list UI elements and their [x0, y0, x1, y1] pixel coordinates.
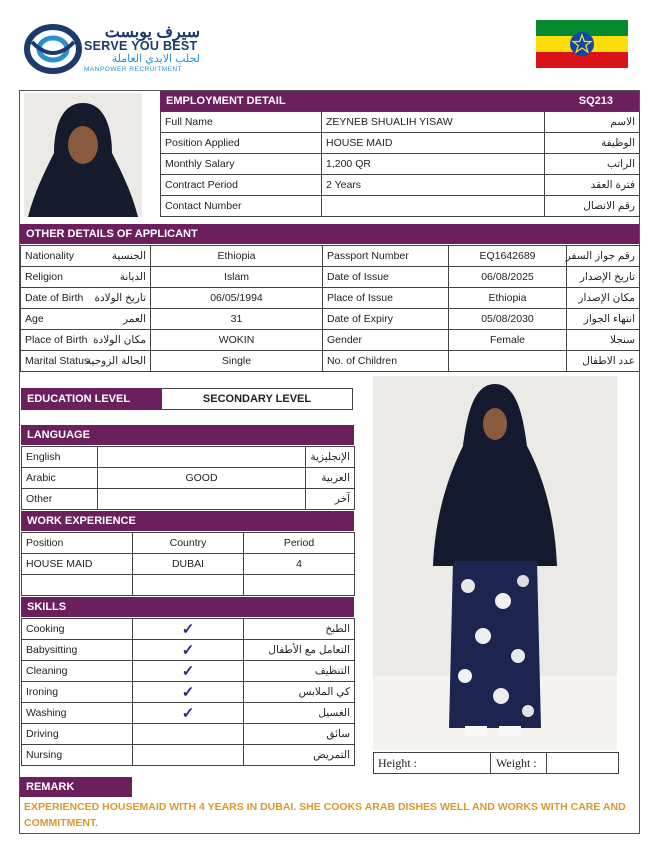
skill-label-ar: التعامل مع الأطفال — [244, 640, 355, 661]
field-label-ar: الإنجليزية — [306, 447, 355, 468]
work-title: WORK EXPERIENCE — [27, 515, 136, 527]
skill-label-ar: الغسيل — [244, 703, 355, 724]
field-value: 06/08/2025 — [449, 267, 567, 288]
field-value: WOKIN — [151, 330, 323, 351]
table-row — [161, 133, 640, 154]
field-label: Passport Number — [323, 246, 449, 267]
table-cell — [22, 575, 133, 596]
field-label-ar: تاريخ الولادة — [96, 288, 151, 309]
ethiopia-flag — [536, 20, 628, 68]
field-value: 1,200 QR — [322, 154, 545, 175]
table-row — [22, 724, 355, 745]
employment-title: EMPLOYMENT DETAIL — [166, 95, 286, 107]
field-value — [98, 447, 306, 468]
field-label: Marital Status — [21, 351, 96, 372]
full-body-photo — [373, 376, 617, 750]
remark-header — [20, 777, 132, 797]
field-value — [449, 351, 567, 372]
employment-ref: SQ213 — [578, 95, 613, 107]
field-label-ar: الراتب — [545, 154, 640, 175]
table-row — [161, 154, 640, 175]
field-label: No. of Children — [323, 351, 449, 372]
field-label: Arabic — [22, 468, 98, 489]
field-label-ar: مكان الإصدار — [567, 288, 640, 309]
table-row — [21, 267, 640, 288]
field-label-ar: مكان الولادة — [96, 330, 151, 351]
field-label-ar: الحالة الزوجية — [96, 351, 151, 372]
table-row — [161, 112, 640, 133]
field-label-ar: رقم الاتصال — [545, 196, 640, 217]
table-cell — [133, 575, 244, 596]
height-label: Height : — [378, 756, 417, 770]
checkmark-icon: ✓ — [133, 661, 244, 682]
field-label-ar: الوظيفة — [545, 133, 640, 154]
logo-arabic-sub: لجلب الايدي العاملة — [111, 53, 200, 65]
work-header — [21, 511, 354, 531]
field-value: HOUSE MAID — [322, 133, 545, 154]
skill-label: Washing — [22, 703, 133, 724]
field-label-ar: الجنسية — [96, 246, 151, 267]
skills-table — [21, 618, 355, 766]
education-value: SECONDARY LEVEL — [161, 388, 353, 410]
field-label: Age — [21, 309, 96, 330]
field-label-ar: رقم جواز السفر — [567, 246, 640, 267]
field-value: Female — [449, 330, 567, 351]
field-label: Monthly Salary — [161, 154, 322, 175]
skill-label-ar: التنظيف — [244, 661, 355, 682]
field-label: Contact Number — [161, 196, 322, 217]
company-logo — [24, 22, 204, 78]
checkmark-icon: ✓ — [133, 619, 244, 640]
full-body-image — [373, 376, 617, 750]
measurements-row — [373, 752, 619, 774]
table-row — [22, 661, 355, 682]
field-value — [98, 489, 306, 510]
field-value: Ethiopia — [449, 288, 567, 309]
skill-label: Nursing — [22, 745, 133, 766]
table-cell — [244, 575, 355, 596]
field-value: 05/08/2030 — [449, 309, 567, 330]
field-label: Date of Expiry — [323, 309, 449, 330]
checkmark-icon: ✓ — [133, 703, 244, 724]
skills-header — [21, 597, 354, 617]
field-value: GOOD — [98, 468, 306, 489]
table-row — [21, 288, 640, 309]
field-value: 2 Years — [322, 175, 545, 196]
skill-label-ar: التمريض — [244, 745, 355, 766]
weight-label: Weight : — [496, 756, 537, 770]
field-label-ar: الديانة — [96, 267, 151, 288]
logo-sub: MANPOWER RECRUITMENT — [84, 66, 183, 73]
skill-label: Ironing — [22, 682, 133, 703]
field-label: Gender — [323, 330, 449, 351]
field-label-ar: انتهاء الجواز — [567, 309, 640, 330]
table-row — [22, 703, 355, 724]
flag-icon — [536, 20, 628, 68]
work-table — [21, 532, 355, 596]
table-cell: HOUSE MAID — [22, 554, 133, 575]
field-label-ar: العمر — [96, 309, 151, 330]
field-label: Other — [22, 489, 98, 510]
field-label-ar: فترة العقد — [545, 175, 640, 196]
table-row — [22, 682, 355, 703]
logo-emblem-icon — [24, 22, 82, 76]
table-header-row — [22, 533, 355, 554]
table-cell: DUBAI — [133, 554, 244, 575]
table-row — [21, 309, 640, 330]
logo-name: SERVE YOU BEST — [84, 39, 198, 53]
field-label: Date of Issue — [323, 267, 449, 288]
checkmark-icon — [133, 745, 244, 766]
table-row — [21, 351, 640, 372]
column-header: Country — [133, 533, 244, 554]
weight-divider — [546, 753, 547, 773]
other-details-header — [20, 224, 639, 244]
field-label: Date of Birth — [21, 288, 96, 309]
field-label-ar: تاريخ الإصدار — [567, 267, 640, 288]
field-label: Nationality — [21, 246, 96, 267]
other-details-table — [20, 245, 640, 372]
table-row — [22, 447, 355, 468]
field-label: Contract Period — [161, 175, 322, 196]
table-row — [161, 175, 640, 196]
field-label-ar: سنجلا — [567, 330, 640, 351]
field-label: Full Name — [161, 112, 322, 133]
field-label-ar: عدد الاطفال — [567, 351, 640, 372]
table-row — [22, 619, 355, 640]
field-label-ar: الاسم — [545, 112, 640, 133]
logo-arabic-name: سيرف يوبست — [104, 24, 200, 41]
education-title: EDUCATION LEVEL — [27, 393, 131, 405]
table-row — [22, 745, 355, 766]
table-row — [22, 575, 355, 596]
language-title: LANGUAGE — [27, 429, 90, 441]
education-header — [21, 388, 161, 410]
remark-text: EXPERIENCED HOUSEMAID WITH 4 YEARS IN DUBAI. SHE COOKS ARAB DISHES WELL AND WORKS WITH CARE AND COMMITMENT. — [24, 801, 626, 829]
table-row — [22, 640, 355, 661]
checkmark-icon: ✓ — [133, 640, 244, 661]
field-value: 31 — [151, 309, 323, 330]
language-table — [21, 446, 355, 510]
table-row — [161, 196, 640, 217]
field-value: ZEYNEB SHUALIH YISAW — [322, 112, 545, 133]
field-label: Place of Birth — [21, 330, 96, 351]
skill-label-ar: سائق — [244, 724, 355, 745]
field-label-ar: العربية — [306, 468, 355, 489]
field-label: Religion — [21, 267, 96, 288]
skill-label-ar: الطبخ — [244, 619, 355, 640]
other-details-title: OTHER DETAILS OF APPLICANT — [26, 228, 198, 240]
field-value: EQ1642689 — [449, 246, 567, 267]
table-cell: 4 — [244, 554, 355, 575]
checkmark-icon: ✓ — [133, 682, 244, 703]
skill-label: Cleaning — [22, 661, 133, 682]
skill-label: Babysitting — [22, 640, 133, 661]
skill-label: Driving — [22, 724, 133, 745]
skills-title: SKILLS — [27, 601, 67, 613]
field-value: Ethiopia — [151, 246, 323, 267]
table-row — [22, 468, 355, 489]
column-header: Period — [244, 533, 355, 554]
column-header: Position — [22, 533, 133, 554]
height-divider — [490, 753, 491, 773]
field-label: Place of Issue — [323, 288, 449, 309]
field-value: Islam — [151, 267, 323, 288]
skill-label-ar: كي الملابس — [244, 682, 355, 703]
language-header — [21, 425, 354, 445]
portrait-photo — [24, 93, 142, 217]
field-value: 06/05/1994 — [151, 288, 323, 309]
field-value: Single — [151, 351, 323, 372]
table-row — [21, 246, 640, 267]
field-label-ar: آخر — [306, 489, 355, 510]
remark-title: REMARK — [26, 781, 75, 793]
checkmark-icon — [133, 724, 244, 745]
portrait-image — [24, 93, 142, 217]
table-row — [22, 489, 355, 510]
employment-table — [160, 111, 640, 217]
skill-label: Cooking — [22, 619, 133, 640]
table-row — [21, 330, 640, 351]
field-label: Position Applied — [161, 133, 322, 154]
employment-header — [160, 91, 639, 111]
field-value — [322, 196, 545, 217]
table-row — [22, 554, 355, 575]
field-label: English — [22, 447, 98, 468]
